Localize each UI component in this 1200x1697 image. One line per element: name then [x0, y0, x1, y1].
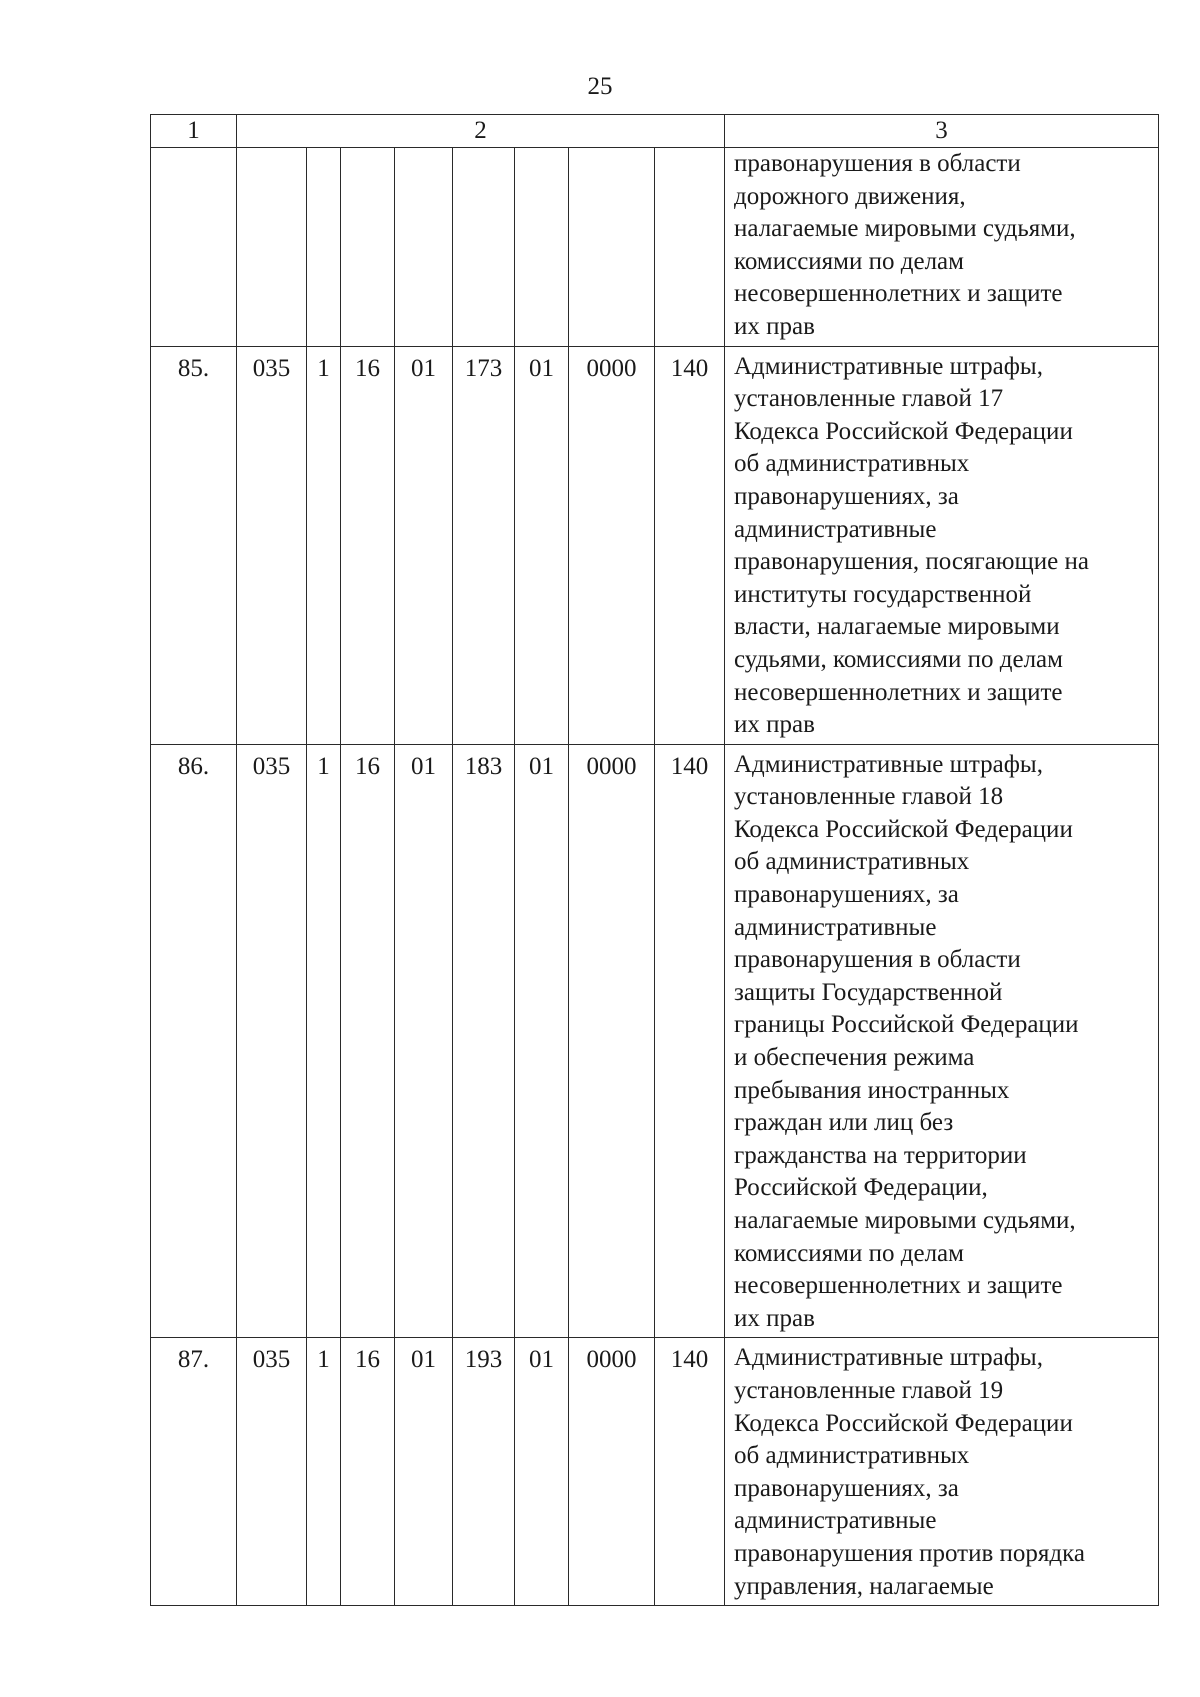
- code-subarticle: 173: [453, 346, 515, 744]
- description-line: правонарушения, посягающие на: [734, 548, 1089, 576]
- description-line: правонарушениях, за: [734, 482, 959, 510]
- code-program: 0000: [569, 744, 655, 1338]
- description-line: их прав: [734, 711, 815, 739]
- table-row: [151, 744, 1159, 1338]
- code-article: 01: [395, 1338, 453, 1606]
- code-group: 1: [307, 346, 341, 744]
- description-line: Российской Федерации,: [734, 1174, 988, 1202]
- code-economic: 140: [655, 346, 725, 744]
- table-row-continuation: [151, 148, 1159, 347]
- code-economic: 140: [655, 1338, 725, 1606]
- description-line: Административные штрафы,: [734, 352, 1043, 380]
- description-line: налагаемые мировыми судьями,: [734, 1207, 1076, 1234]
- description-line: установленные главой 17: [734, 385, 1004, 413]
- code-subgroup: 16: [341, 744, 395, 1338]
- description-line: налагаемые мировыми судьями,: [734, 215, 1076, 243]
- description-line: границы Российской Федерации: [734, 1011, 1079, 1039]
- code-program: 0000: [569, 346, 655, 744]
- empty-cell: [395, 148, 453, 347]
- code-admin: 035: [237, 346, 307, 744]
- table-header-row: [151, 115, 1159, 148]
- code-subarticle: 193: [453, 1338, 515, 1606]
- empty-cell: [569, 148, 655, 347]
- description-line: административные: [734, 1507, 937, 1535]
- empty-cell: [453, 148, 515, 347]
- empty-cell: [515, 148, 569, 347]
- description-line: правонарушения в области: [734, 946, 1021, 974]
- code-article: 01: [395, 744, 453, 1338]
- description-line: комиссиями по делам: [734, 1239, 964, 1267]
- description-line: их прав: [734, 1304, 815, 1332]
- description-line: об административных: [734, 1442, 970, 1470]
- description-line: власти, налагаемые мировыми: [734, 613, 1060, 641]
- code-subarticle: 183: [453, 744, 515, 1338]
- empty-cell: [655, 148, 725, 347]
- empty-cell: [341, 148, 395, 347]
- description-line: Административные штрафы,: [734, 750, 1043, 778]
- code-element: 01: [515, 346, 569, 744]
- description-cell: [725, 148, 1159, 347]
- description-line: административные: [734, 515, 937, 543]
- description-line: несовершеннолетних и защите: [734, 678, 1063, 706]
- table-row: [151, 1338, 1159, 1606]
- table-row: [151, 346, 1159, 744]
- description-line: Кодекса Российской Федерации: [734, 417, 1073, 445]
- description-line: правонарушения против порядка: [734, 1539, 1085, 1567]
- code-program: 0000: [569, 1338, 655, 1606]
- description-cell: [725, 744, 1159, 1338]
- description-line: установленные главой 19: [734, 1376, 1004, 1404]
- code-group: 1: [307, 744, 341, 1338]
- header-col-1: 1: [151, 115, 237, 148]
- description-line: комиссиями по делам: [734, 247, 964, 275]
- code-subgroup: 16: [341, 1338, 395, 1606]
- row-number: 87.: [151, 1338, 237, 1606]
- header-col-2: 2: [237, 115, 725, 148]
- description-line: дорожного движения,: [734, 182, 966, 210]
- code-element: 01: [515, 1338, 569, 1606]
- description-line: установленные главой 18: [734, 783, 1004, 811]
- description-line: Кодекса Российской Федерации: [734, 815, 1073, 843]
- description-line: правонарушениях, за: [734, 1474, 959, 1502]
- description-line: Кодекса Российской Федерации: [734, 1409, 1073, 1437]
- description-line: институты государственной: [734, 580, 1032, 608]
- code-article: 01: [395, 346, 453, 744]
- code-admin: 035: [237, 744, 307, 1338]
- empty-cell: [307, 148, 341, 347]
- description-line: об административных: [734, 450, 970, 478]
- budget-codes-table: [150, 114, 1159, 1606]
- row-number: 86.: [151, 744, 237, 1338]
- description-line: об административных: [734, 848, 970, 876]
- description-line: судьями, комиссиями по делам: [734, 645, 1063, 673]
- description-line: гражданства на территории: [734, 1141, 1027, 1169]
- description-line: административные: [734, 913, 937, 941]
- code-subgroup: 16: [341, 346, 395, 744]
- description-line: их прав: [734, 312, 815, 340]
- empty-cell: [151, 148, 237, 347]
- row-number: 85.: [151, 346, 237, 744]
- description-line: правонарушениях, за: [734, 881, 959, 909]
- code-element: 01: [515, 744, 569, 1338]
- description-line: и обеспечения режима: [734, 1044, 975, 1072]
- description-line: Административные штрафы,: [734, 1344, 1043, 1372]
- page-number: 25: [587, 73, 613, 100]
- description-line: правонарушения в области: [734, 150, 1021, 177]
- description-line: несовершеннолетних и защите: [734, 280, 1063, 308]
- description-line: пребывания иностранных: [734, 1076, 1010, 1104]
- code-economic: 140: [655, 744, 725, 1338]
- description-cell: [725, 1338, 1159, 1606]
- code-admin: 035: [237, 1338, 307, 1606]
- description-line: управления, налагаемые: [734, 1572, 994, 1600]
- header-col-3: 3: [725, 115, 1159, 148]
- code-group: 1: [307, 1338, 341, 1606]
- description-line: граждан или лиц без: [734, 1109, 954, 1137]
- description-line: несовершеннолетних и защите: [734, 1272, 1063, 1300]
- empty-cell: [237, 148, 307, 347]
- description-line: защиты Государственной: [734, 978, 1003, 1006]
- description-cell: [725, 346, 1159, 744]
